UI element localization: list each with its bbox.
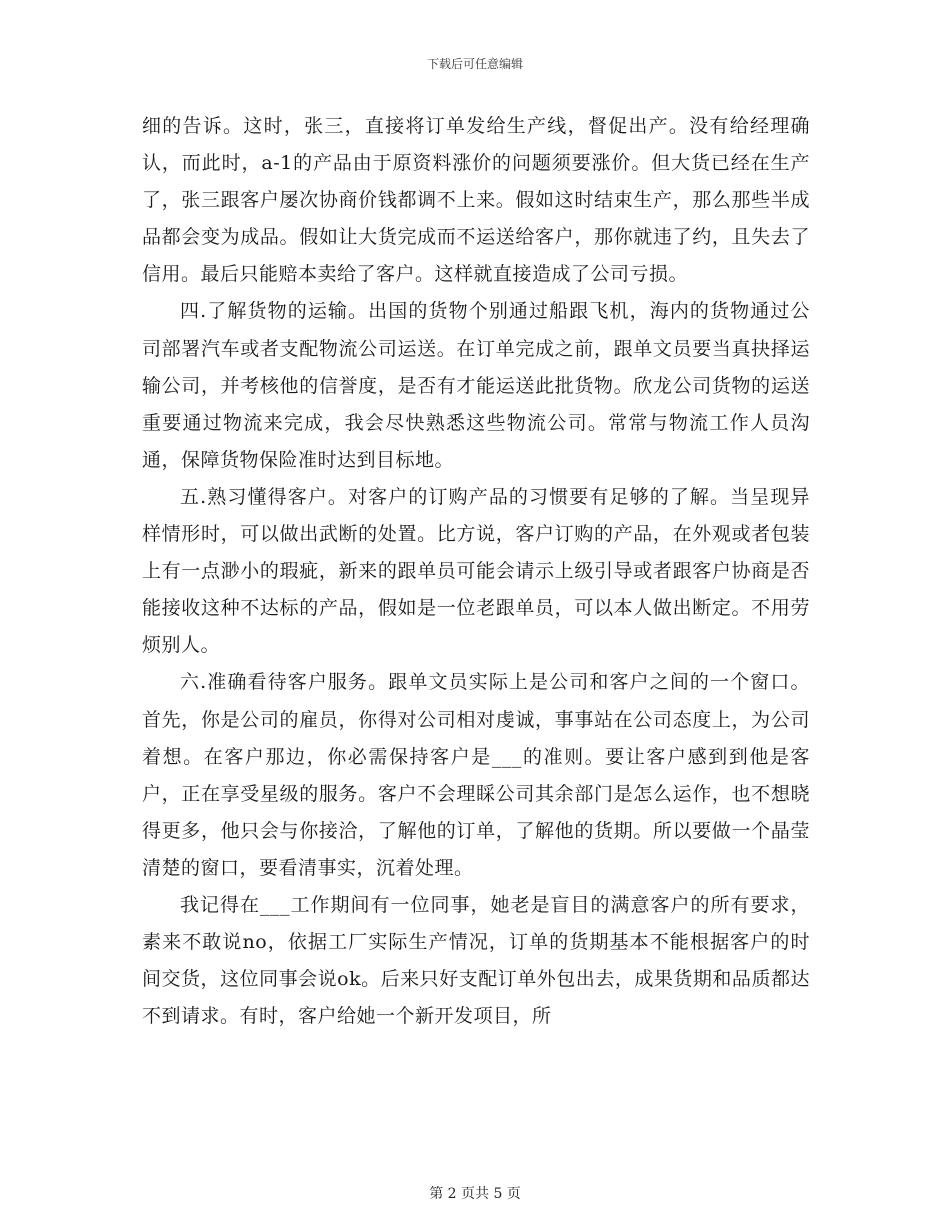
- paragraph-transport: 四.了解货物的运输。出国的货物个别通过船跟飞机，海内的货物通过公司部署汽车或者支配物流公司运送。在订单完成之前，跟单文员要当真抉择运输公司，并考核他的信誉度，是否有才能运送此批货物。欣龙公司货物的运送重要通过物流来完成，我会尽快熟悉这些物流公司。常常与物流工作人员沟通，保障货物保险准时达到目标地。: [142, 300, 810, 471]
- paragraph-customer-knowledge: 五.熟习懂得客户。对客户的订购产品的习惯要有足够的了解。当呈现异样情形时，可以做出武断的处置。比方说，客户订购的产品，在外观或者包装上有一点渺小的瑕疵，新来的跟单员可能会请示上级引导或者跟客户协商是否能接收这种不达标的产品，假如是一位老跟单员，可以本人做出断定。不用劳烦别人。: [142, 485, 810, 657]
- paragraph-customer-service: 六.准确看待客户服务。跟单文员实际上是公司和客户之间的一个窗口。首先，你是公司的雇员，你得对公司相对虔诚，事事站在公司态度上，为公司着想。在客户那边，你必需保持客户是___的准则。要让客户感到到他是客户，正在享受星级的服务。客户不会理睬公司其余部门是怎么运作，也不想晓得更多，他只会与你接洽，了解他的订单，了解他的货期。所以要做一个晶莹清楚的窗口，要看清事实，沉着处理。: [142, 671, 810, 879]
- page-header: 下载后可任意编辑: [426, 57, 523, 71]
- paragraph-continuation: 细的告诉。这时，张三，直接将订单发给生产线，督促出产。没有给经理确认，而此时，a-1的产品由于原资料涨价的问题须要涨价。但大货已经在生产了，张三跟客户屡次协商价钱都调不上来。假如这时结束生产，那么那些半成品都会变为成品。假如让大货完成而不运送给客户，那你就违了约，且失去了信用。最后只能赔本卖给了客户。这样就直接造成了公司亏损。: [142, 115, 810, 286]
- paragraph-colleague-story: 我记得在___工作期间有一位同事，她老是盲目的满意客户的所有要求，素来不敢说no，依据工厂实际生产情况，订单的货期基本不能根据客户的时间交货，这位同事会说ok。后来只好支配订单外包出去，成果货期和品质都达不到请求。有时，客户给她一个新开发项目，所: [142, 893, 810, 1028]
- page-number: 第 2 页共 5 页: [429, 1186, 521, 1202]
- document-body: [142, 108, 810, 1035]
